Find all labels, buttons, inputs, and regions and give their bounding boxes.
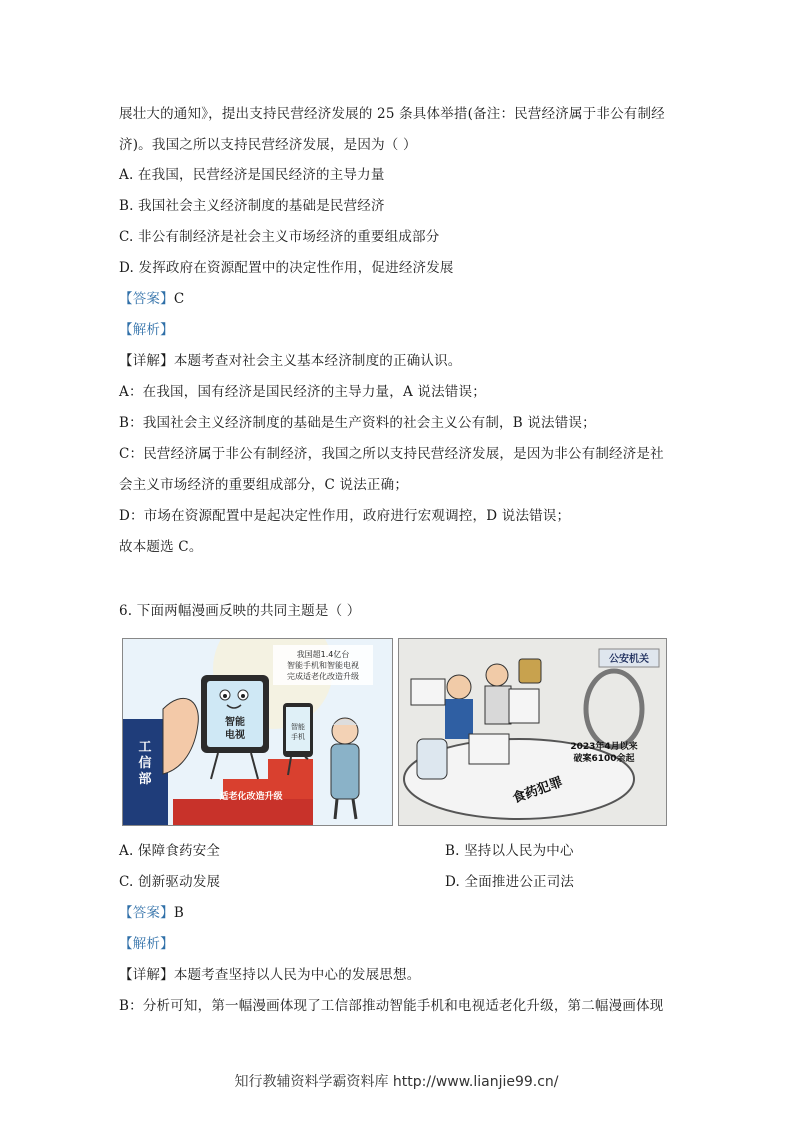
q6-detail [119, 965, 420, 985]
q5-answer [119, 289, 184, 309]
cartoon1-side-label: 部 [138, 772, 152, 787]
cartoon2-stat: 破案6100余起 [573, 754, 635, 764]
detail-intro: 本题考查坚持以人民为中心的发展思想。 [173, 967, 421, 983]
cartoon2-bureau-label: 公安机关 [609, 654, 649, 665]
q6-detail-line: B：分析可知，第一幅漫画体现了工信部推动智能手机和电视适老化升级，第二幅漫画体现 [119, 998, 664, 1014]
cartoon1-tv-label: 电视 [225, 730, 245, 741]
q6-analysis-tag: 【解析】 [119, 936, 174, 952]
q5-detail [119, 351, 462, 371]
detail-tag: 【详解】 [119, 967, 174, 983]
cartoon1-side-label: 信 [138, 756, 152, 771]
answer-tag: 【答案】 [119, 905, 174, 921]
q5-detail-line: A：在我国，国有经济是国民经济的主导力量，A 说法错误； [119, 384, 486, 400]
cartoon2-stat: 2023年4月以来 [570, 742, 638, 752]
cartoon1-side-label: 工 [138, 740, 152, 755]
cartoon-food-drug-crime-drawing [399, 639, 666, 825]
q5-stem-line2: 济)。我国之所以支持民营经济发展，是因为（ ） [119, 137, 417, 153]
q6-stem: 6. 下面两幅漫画反映的共同主题是（ ） [119, 603, 361, 619]
q5-detail-line: 会主义市场经济的重要组成部分，C 说法正确； [119, 477, 409, 493]
detail-tag: 【详解】 [119, 353, 174, 369]
cartoon-aging-friendly [122, 638, 393, 826]
cartoon-aging-friendly-drawing [123, 639, 392, 825]
cartoon-food-drug-crime [398, 638, 667, 826]
q6-option-b: B. 坚持以人民为中心 [445, 843, 574, 859]
q5-option-a: A. 在我国，民营经济是国民经济的主导力量 [119, 167, 385, 183]
q5-detail-line: D：市场在资源配置中是起决定性作用，政府进行宏观调控，D 说法错误； [119, 508, 571, 524]
q5-detail-line: 故本题选 C。 [119, 539, 203, 555]
q5-stem-line1: 展壮大的通知》，提出支持民营经济发展的 25 条具体举措(备注：民营经济属于非公有制经 [119, 106, 665, 122]
q5-detail-line: B：我国社会主义经济制度的基础是生产资料的社会主义公有制，B 说法错误； [119, 415, 596, 431]
q5-option-b: B. 我国社会主义经济制度的基础是民营经济 [119, 198, 385, 214]
detail-intro: 本题考查对社会主义基本经济制度的正确认识。 [173, 353, 462, 369]
cartoon1-phone-label: 手机 [291, 733, 305, 741]
cartoon1-caption: 智能手机和智能电视 [287, 661, 359, 670]
q5-analysis-tag: 【解析】 [119, 322, 174, 338]
answer-value: C [173, 291, 185, 307]
q6-option-d: D. 全面推进公正司法 [445, 874, 575, 890]
q5-detail-line: C：民营经济属于非公有制经济，我国之所以支持民营经济发展，是因为非公有制经济是社 [119, 446, 664, 462]
cartoon1-caption: 我国超1.4亿台 [296, 650, 350, 659]
q5-option-c: C. 非公有制经济是社会主义市场经济的重要组成部分 [119, 229, 440, 245]
cartoon1-phone-label: 智能 [291, 723, 305, 731]
q6-option-a: A. 保障食药安全 [119, 843, 221, 859]
cartoon1-stair-label: 适老化改造升级 [219, 792, 283, 802]
footer-watermark: 知行教辅资料学霸资料库 http://www.lianjie99.cn/ [234, 1074, 559, 1090]
q5-option-d: D. 发挥政府在资源配置中的决定性作用，促进经济发展 [119, 260, 454, 276]
q6-answer [119, 903, 184, 923]
q6-option-c: C. 创新驱动发展 [119, 874, 221, 890]
cartoon2-crime-label: 食药犯罪 [510, 774, 565, 807]
answer-value: B [173, 905, 184, 921]
q6-options-row1 [119, 841, 220, 861]
cartoon1-caption: 完成适老化改造升级 [287, 672, 359, 681]
answer-tag: 【答案】 [119, 291, 174, 307]
cartoon1-tv-label: 智能 [225, 717, 245, 728]
